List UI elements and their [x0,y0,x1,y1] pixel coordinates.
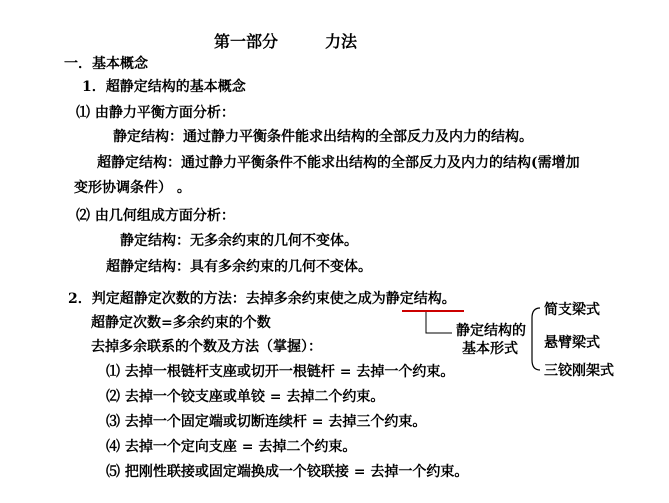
item2-indeterminate-definition: 超静定结构：具有多余约束的几何不变体。 [106,259,372,275]
brace-icon [532,308,540,370]
method-item-1: ⑴ 去掉一根链杆支座或切开一根链杆 = 去掉一个约束。 [106,364,455,380]
method-item-2: ⑵ 去掉一个铰支座或单铰 = 去掉二个约束。 [106,389,385,405]
item1-label: ⑴ 由静力平衡方面分析： [76,105,235,121]
title-part: 第一部分 [214,32,279,51]
form-simply-supported: 简支梁式 [544,302,600,318]
item2-label: ⑵ 由几何组成方面分析： [76,208,235,224]
basic-forms-label-line2: 基本形式 [462,341,518,357]
section-heading-basic-concepts: 一．基本概念 [64,56,148,72]
title-name: 力法 [325,32,358,51]
form-cantilever: 悬臂梁式 [544,335,600,351]
degree-definition: 超静定次数=多余约束的个数 [91,315,271,331]
item1-static-definition: 静定结构：通过静力平衡条件能求出结构的全部反力及内力的结构。 [113,129,533,145]
method-item-4: ⑷ 去掉一个定向支座 = 去掉二个约束。 [106,439,357,455]
section2-heading: 2．判定超静定次数的方法：去掉多余约束使之成为静定结构。 [68,291,456,307]
item2-static-definition: 静定结构：无多余约束的几何不变体。 [120,233,358,249]
subsection-heading: 1．超静定结构的基本概念 [82,79,246,95]
item1-indeterminate-definition-line2: 变形协调条件） 。 [74,180,191,196]
method-title: 去掉多余联系的个数及方法（掌握）： [91,339,322,355]
item1-indeterminate-definition-line1: 超静定结构：通过静力平衡条件不能求出结构的全部反力及内力的结构(需增加 [97,155,580,171]
method-item-5: ⑸ 把刚性联接或固定端换成一个铰联接 = 去掉一个约束。 [106,464,469,480]
basic-forms-label-line1: 静定结构的 [456,323,526,339]
method-item-3: ⑶ 去掉一个固定端或切断连续杆 = 去掉三个约束。 [106,414,427,430]
form-three-hinged-frame: 三铰刚架式 [544,363,614,379]
